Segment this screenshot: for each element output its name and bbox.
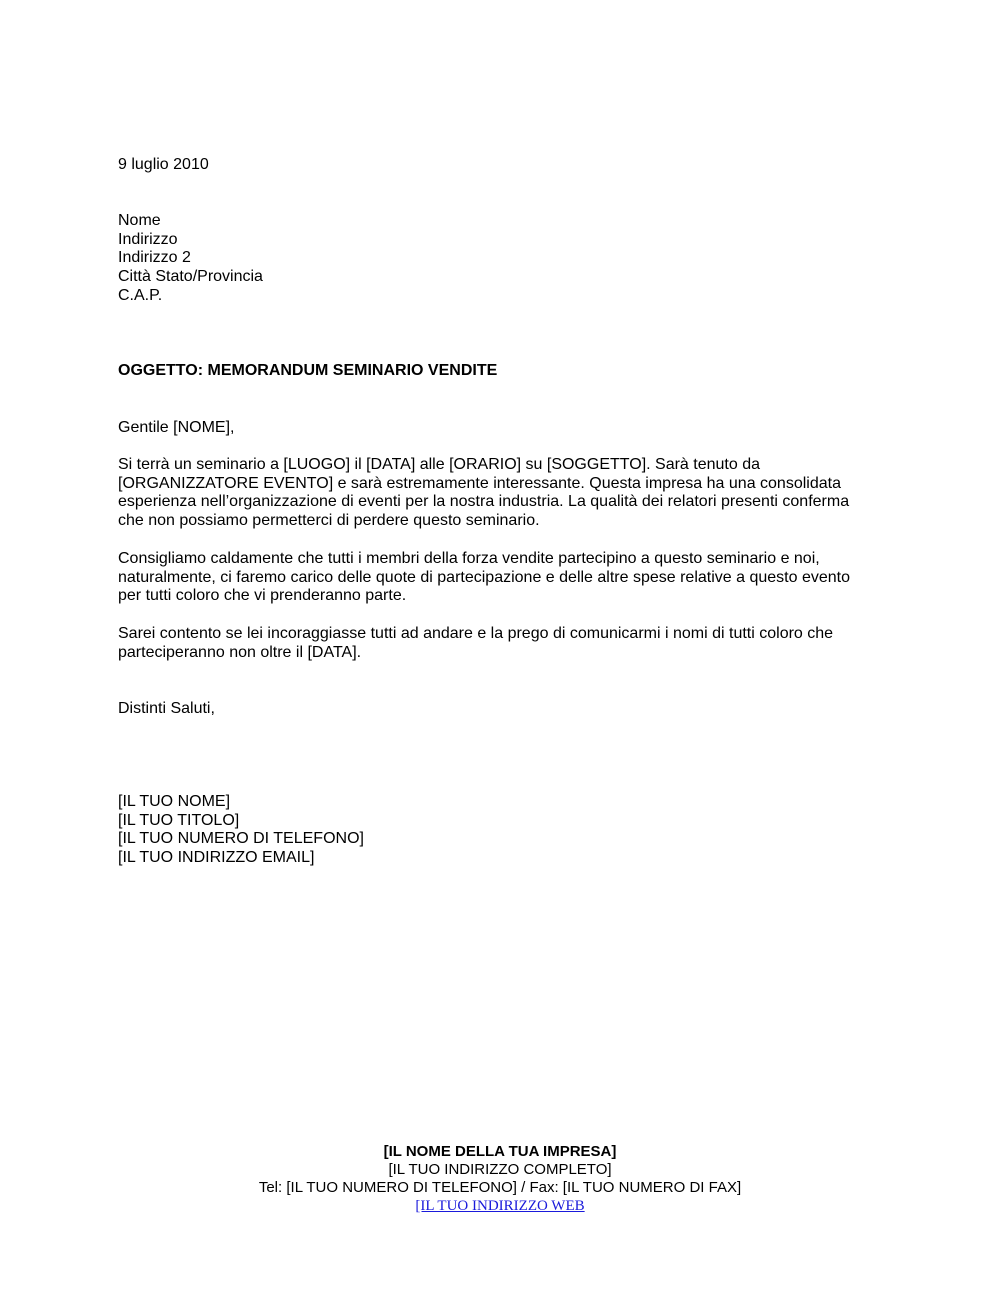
body-paragraph-3 <box>118 625 878 662</box>
body-paragraph-2 <box>118 550 878 606</box>
footer-company-name: [IL NOME DELLA TUA IMPRESA] <box>383 1143 617 1160</box>
letter-subject <box>118 362 878 381</box>
paragraph-line: per tutti coloro che vi prenderanno parte. <box>118 587 407 605</box>
signature-block <box>118 793 878 868</box>
recipient-address-line-1: Indirizzo <box>118 230 178 248</box>
subject-text: OGGETTO: MEMORANDUM SEMINARIO VENDITE <box>118 362 498 379</box>
date-text: 9 luglio 2010 <box>118 156 209 173</box>
letter-closing <box>118 700 878 719</box>
letter-date <box>118 156 878 175</box>
footer-web-link[interactable]: [IL TUO INDIRIZZO WEB <box>415 1198 585 1214</box>
paragraph-line: Consigliamo caldamente che tutti i membri della forza vendite partecipino a questo seminario e noi, <box>118 550 820 567</box>
signature-phone: [IL TUO NUMERO DI TELEFONO] <box>118 830 364 848</box>
signature-name: [IL TUO NOME] <box>118 793 231 810</box>
recipient-city-state: Città Stato/Provincia <box>118 268 263 286</box>
recipient-address-line-2: Indirizzo 2 <box>118 249 191 267</box>
paragraph-line: esperienza nell’organizzazione di eventi per la nostra industria. La qualità dei relatori presenti conferma <box>118 493 850 511</box>
paragraph-line: naturalmente, ci faremo carico delle quote di partecipazione e delle altre spese relative a questo evento <box>118 568 850 586</box>
company-footer <box>0 1143 1000 1215</box>
recipient-name: Nome <box>118 212 161 229</box>
footer-contact: Tel: [IL TUO NUMERO DI TELEFONO] / Fax: [IL TUO NUMERO DI FAX] <box>258 1179 742 1196</box>
paragraph-line: parteciperanno non oltre il [DATA]. <box>118 643 362 661</box>
closing-text: Distinti Saluti, <box>118 700 215 717</box>
recipient-postal-code: C.A.P. <box>118 286 163 304</box>
paragraph-line: che non possiamo permetterci di perdere questo seminario. <box>118 512 540 530</box>
salutation-text: Gentile [NOME], <box>118 419 235 436</box>
signature-title: [IL TUO TITOLO] <box>118 811 240 829</box>
footer-address: [IL TUO INDIRIZZO COMPLETO] <box>388 1161 612 1178</box>
paragraph-line: Si terrà un seminario a [LUOGO] il [DATA] alle [ORARIO] su [SOGGETTO]. Sarà tenuto da <box>118 456 760 473</box>
recipient-address-block <box>118 212 878 306</box>
letter-salutation <box>118 419 878 438</box>
paragraph-line: Sarei contento se lei incoraggiasse tutti ad andare e la prego di comunicarmi i nomi di tutti coloro che <box>118 625 834 642</box>
paragraph-line: [ORGANIZZATORE EVENTO] e sarà estremamente interessante. Questa impresa ha una consolidata <box>118 474 841 492</box>
signature-email: [IL TUO INDIRIZZO EMAIL] <box>118 849 315 867</box>
body-paragraph-1 <box>118 456 878 531</box>
